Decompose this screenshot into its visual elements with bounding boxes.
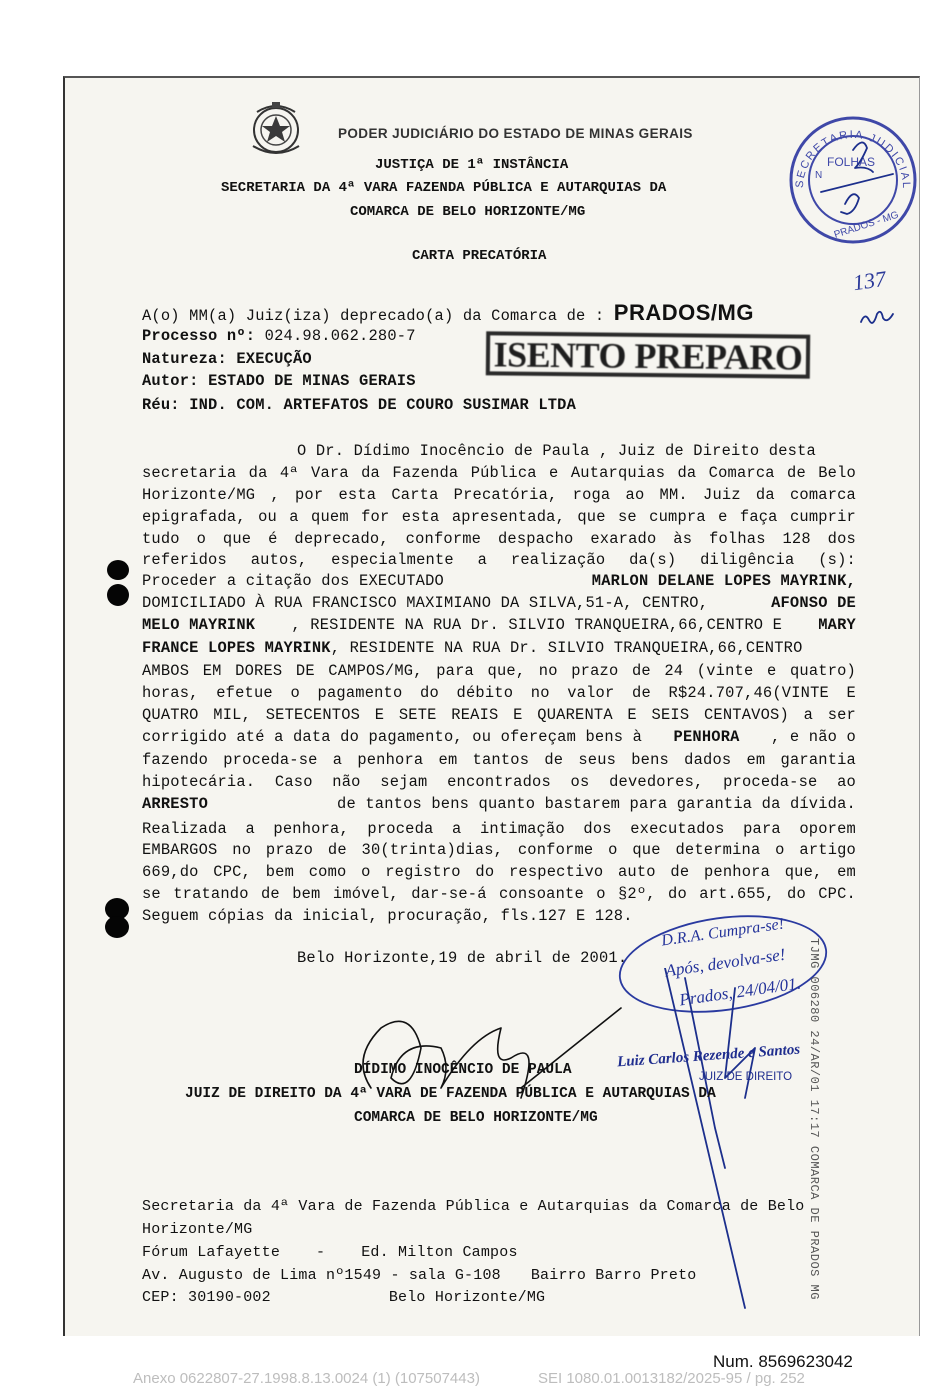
body-line: fazendo proceda-se a penhora em tantos de seus bens dados em garantia	[142, 751, 856, 769]
address-separator: -	[316, 1244, 326, 1261]
city: Belo Horizonte/MG	[388, 1289, 546, 1306]
body-text: de tantos bens quanto bastarem para garantia da dívida.	[337, 795, 856, 813]
addressee-comarca: PRADOS/MG	[613, 300, 754, 325]
executado-name: MARY	[818, 616, 856, 634]
body-text: corrigido até a data do pagamento, ou ofereçam bens à	[142, 728, 643, 746]
processo-label: Processo nº:	[142, 327, 256, 345]
note-line-3: Prados, 24/04/01.	[678, 973, 802, 1010]
stamp-comarca: PRADOS - MG	[832, 209, 901, 241]
reu-value: IND. COM. ARTEFATOS DE COURO SUSIMAR LTDA	[189, 396, 577, 414]
punch-hole-mark	[105, 916, 129, 938]
forum-name: Fórum Lafayette	[142, 1244, 281, 1261]
signer-name: DÍDIMO INOCÊNCIO DE PAULA	[354, 1062, 572, 1078]
autor-value: ESTADO DE MINAS GERAIS	[208, 372, 416, 390]
signer-title-1: JUIZ DE DIREITO DA 4ª VARA DE FAZENDA PÚBLICA E AUTARQUIAS DA	[185, 1086, 716, 1102]
punch-hole-mark	[107, 560, 129, 580]
sei-reference: SEI 1080.01.0013182/2025-95 / pg. 252	[538, 1370, 805, 1387]
judge-stamp-role: JUIZ DE DIREITO	[699, 1071, 793, 1083]
body-line: QUATRO MIL, SETECENTOS E SETE REAIS E QUARENTA E SEIS CENTAVOS) a ser	[142, 706, 856, 724]
stamp-n-label: N	[815, 170, 823, 181]
body-text: Proceder a citação dos EXECUTADO	[142, 572, 444, 590]
penhora-term: PENHORA	[673, 728, 740, 746]
processo-line	[142, 327, 416, 345]
street-address: Av. Augusto de Lima nº1549 - sala G-108	[142, 1267, 501, 1284]
reu-label: Réu:	[142, 396, 180, 414]
body-line	[142, 728, 856, 746]
judge-stamp-name: Luiz Carlos Rezende e Santos	[616, 1041, 801, 1071]
building-name: Ed. Milton Campos	[361, 1244, 518, 1261]
header-line-1: JUSTIÇA DE 1ª INSTÂNCIA	[375, 157, 569, 173]
natureza-label: Natureza:	[142, 350, 227, 368]
coat-of-arms-icon	[243, 96, 309, 162]
body-line: O Dr. Dídimo Inocêncio de Paula , Juiz de Direito desta	[297, 442, 816, 460]
body-line: secretaria da 4ª Vara da Fazenda Pública e Autarquias da Comarca de Belo	[142, 464, 856, 482]
body-line	[142, 639, 803, 657]
body-line: se tratando de bem imóvel, dar-se-á consoante o §2º, do art.655, do CPC.	[142, 885, 856, 903]
document-title: CARTA PRECATÓRIA	[412, 248, 547, 264]
body-line: Seguem cópias da inicial, procuração, fls.127 E 128.	[142, 907, 633, 925]
note-line-1: D.R.A. Cumpra-se!	[660, 915, 786, 950]
natureza-value: EXECUÇÃO	[236, 350, 312, 368]
institution-name: PODER JUDICIÁRIO DO ESTADO DE MINAS GERAIS	[338, 126, 693, 141]
body-line: referidos autos, especialmente a realização da(s) diligência (s):	[142, 551, 856, 569]
body-line: tudo o que é deprecado, conforme despacho exarado às folhas 128 dos	[142, 530, 856, 548]
arresto-term: ARRESTO	[142, 795, 209, 813]
isento-preparo-stamp: ISENTO PREPARO	[486, 331, 810, 378]
body-text: , RESIDENTE NA RUA Dr. SILVIO TRANQUEIRA,66,CENTRO	[330, 639, 803, 657]
body-line	[142, 795, 856, 813]
handwritten-page-number: 137	[851, 265, 888, 296]
stamp-folhas-label: FOLHAS	[827, 155, 876, 169]
address-line-4	[142, 1267, 697, 1284]
body-line	[142, 572, 856, 590]
natureza-line	[142, 350, 312, 368]
body-line: horas, efetue o pagamento do débito no valor de R$24.707,46(VINTE E	[142, 684, 856, 702]
body-line	[142, 616, 856, 634]
addressee-line	[142, 300, 754, 326]
autor-label: Autor:	[142, 372, 199, 390]
address-line-1: Secretaria da 4ª Vara de Fazenda Pública e Autarquias da Comarca de Belo	[142, 1198, 805, 1215]
body-text: DOMICILIADO À RUA FRANCISCO MAXIMIANO DA SILVA,51-A, CENTRO,	[142, 594, 709, 612]
body-text: , RESIDENTE NA RUA Dr. SILVIO TRANQUEIRA,66,CENTRO E	[291, 616, 783, 634]
document-page	[63, 76, 920, 1336]
addressee-prefix: A(o) MM(a) Juiz(iza) deprecado(a) da Comarca de :	[142, 307, 605, 325]
body-line: EMBARGOS no prazo de 30(trinta)dias, conforme o que determina o artigo	[142, 841, 856, 859]
body-line: 669,do CPC, bem como o registro do respectivo auto de penhora que, em	[142, 863, 856, 881]
stamp-ring-text: SECRETARIA JUDICIAL	[793, 128, 913, 191]
body-line: AMBOS EM DORES DE CAMPOS/MG, para que, no prazo de 24 (vinte e quatro)	[142, 662, 856, 680]
body-line: Horizonte/MG , por esta Carta Precatória, roga ao MM. Juiz da comarca	[142, 486, 856, 504]
executado-name: MELO MAYRINK	[142, 616, 256, 634]
executado-name: FRANCE LOPES MAYRINK	[142, 639, 331, 657]
cep: CEP: 30190-002	[142, 1289, 271, 1306]
executado-name: MARLON DELANE LOPES MAYRINK,	[591, 572, 856, 590]
body-line	[142, 594, 856, 612]
header-line-3: COMARCA DE BELO HORIZONTE/MG	[350, 204, 586, 220]
note-line-2: Após, devolva-se!	[664, 944, 787, 981]
executado-name: AFONSO DE	[771, 594, 856, 612]
reu-line	[142, 396, 576, 414]
body-line: Realizada a penhora, proceda a intimação dos executados para oporem	[142, 820, 856, 838]
date-line: Belo Horizonte,19 de abril de 2001.	[297, 949, 628, 967]
signer-title-2: COMARCA DE BELO HORIZONTE/MG	[354, 1110, 598, 1126]
document-number: Num. 8569623042	[713, 1352, 853, 1371]
autor-line	[142, 372, 416, 390]
protocol-stamp: TJMG 006280 24/AR/01 17:17 COMARCA DE PRADOS MG	[807, 938, 821, 1300]
neighborhood: Bairro Barro Preto	[530, 1267, 697, 1284]
body-line: hipotecária. Caso não sejam encontrados os devedores, proceda-se ao	[142, 773, 856, 791]
anexo-reference: Anexo 0622807-27.1998.8.13.0024 (1) (107507443)	[133, 1370, 480, 1387]
body-text: , e não o	[771, 728, 856, 746]
folhas-stamp	[781, 108, 920, 248]
processo-value: 024.98.062.280-7	[264, 327, 416, 345]
address-line-2: Horizonte/MG	[142, 1221, 253, 1238]
address-line-3	[142, 1244, 518, 1261]
punch-hole-mark	[107, 584, 129, 606]
header-line-2: SECRETARIA DA 4ª VARA FAZENDA PÚBLICA E AUTARQUIAS DA	[221, 180, 667, 196]
address-line-5	[142, 1289, 545, 1306]
body-line: epigrafada, ou a quem for esta apresentada, que se cumpra e faça cumprir	[142, 508, 856, 526]
handwritten-initials	[857, 300, 897, 330]
